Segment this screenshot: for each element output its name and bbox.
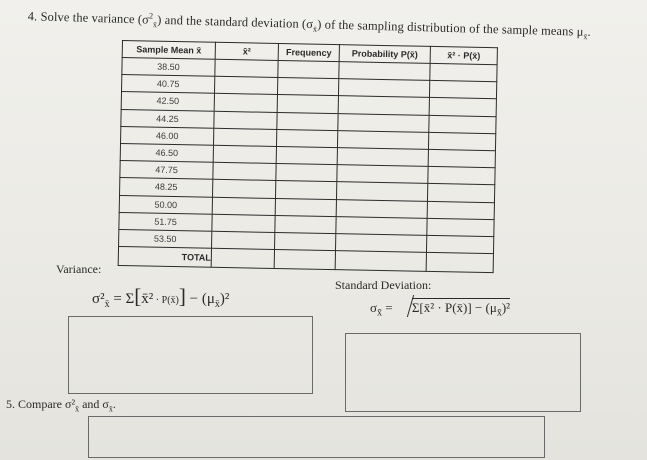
xbar-squared-cell[interactable] [213,180,276,198]
frequency-cell[interactable] [277,112,338,130]
sample-mean-cell: 50.00 [119,195,212,214]
sample-mean-cell: 47.75 [120,161,213,180]
xbar-squared-cell[interactable] [213,128,276,146]
std-dev-label: Standard Deviation: [335,278,432,292]
sample-mean-cell: 42.50 [121,92,214,111]
question-text: and [79,397,103,411]
square-root-sign [400,300,510,319]
sample-mean-cell: 44.25 [121,109,214,128]
xbar-squared-cell[interactable] [214,76,277,94]
xbar-squared-cell[interactable] [214,111,277,129]
header-probability: Probability P(x̄) [339,45,430,64]
formula-text: x̄² [141,291,154,307]
probability-cell[interactable] [336,199,427,218]
frequency-cell[interactable] [276,164,337,182]
subscript: x̄ [108,404,113,414]
sample-mean-cell: 46.00 [121,126,214,145]
sigma-symbol: σ [102,397,109,411]
total-xbar-squared-cell[interactable] [211,248,274,268]
formula-subscript: x̄ [104,299,110,310]
std-dev-formula [370,300,510,319]
formula-subscript: x̄ [214,299,220,310]
probability-cell[interactable] [338,113,429,132]
frequency-cell[interactable] [278,61,339,79]
probability-cell[interactable] [338,79,429,98]
question-5 [6,397,116,413]
distribution-table-wrapper [118,40,498,273]
product-cell[interactable] [427,218,494,236]
formula-bracket: ] [178,284,186,308]
formula-text: − [185,291,202,307]
formula-text: · P(x̄) [153,295,179,306]
formula-text: Σ[x̄² · P(x̄)] − (μ [411,300,497,315]
superscript: 2 [148,11,154,21]
question-text: ) and the standard deviation ( [157,12,307,31]
total-label-cell: TOTAL [118,247,211,268]
header-xbar-squared: x̄² [215,42,278,60]
frequency-cell[interactable] [275,215,336,233]
formula-subscript: x̄ [377,307,383,319]
header-sample-mean: Sample Mean x̄ [122,41,215,60]
sigma-symbol: σ [306,16,314,32]
sample-mean-cell: 38.50 [122,58,215,77]
question-text: Solve the variance ( [40,9,143,27]
xbar-squared-cell[interactable] [215,59,278,77]
subscript: x̄ [312,24,318,34]
probability-cell[interactable] [335,234,426,253]
formula-text: = Σ [109,291,135,307]
subscript: x̄ [75,404,80,414]
variance-label: Variance: [56,262,102,276]
product-cell[interactable] [427,201,494,219]
frequency-cell[interactable] [276,146,337,164]
sigma-symbol: σ [141,12,150,27]
sample-mean-cell: 48.25 [120,178,213,197]
product-cell[interactable] [428,167,495,185]
product-cell[interactable] [428,149,495,167]
xbar-squared-cell[interactable] [213,162,276,180]
probability-cell[interactable] [337,148,428,167]
question-number: 5. [6,397,15,411]
frequency-cell[interactable] [275,181,336,199]
total-product-cell[interactable] [426,252,493,272]
xbar-squared-cell[interactable] [212,197,275,215]
formula-text: )² [219,291,230,307]
frequency-cell[interactable] [277,78,338,96]
product-cell[interactable] [429,115,496,133]
question-4 [28,8,640,43]
frequency-cell[interactable] [276,129,337,147]
header-frequency: Frequency [278,44,339,62]
distribution-table [118,40,498,273]
sample-mean-cell: 53.50 [119,229,212,248]
subscript: x̄ [583,32,588,42]
question-text: . [587,24,592,39]
probability-cell[interactable] [337,165,428,184]
product-cell[interactable] [430,63,497,81]
formula-text: σ [370,300,378,315]
xbar-squared-cell[interactable] [212,231,275,249]
formula-subscript: x̄ [496,307,502,319]
formula-text: (μ [201,291,215,307]
sigma-symbol: σ² [65,397,76,411]
subscript: x̄ [152,20,158,30]
sample-mean-cell: 46.50 [120,143,213,162]
formula-text: = [385,300,393,315]
radicand [411,298,511,319]
probability-cell[interactable] [338,96,429,115]
frequency-cell[interactable] [275,232,336,250]
variance-answer-box[interactable] [68,316,313,394]
xbar-squared-cell[interactable] [213,145,276,163]
sample-mean-cell: 51.75 [119,212,212,231]
probability-cell[interactable] [336,216,427,235]
formula-text: σ² [92,291,105,307]
probability-cell[interactable] [339,62,430,81]
product-cell[interactable] [426,235,493,253]
formula-bracket: [ [134,284,142,308]
formula-text: )² [501,300,511,315]
question-number: 4. [27,9,38,24]
question-text: Compare [18,397,65,411]
sample-mean-cell: 40.75 [122,75,215,94]
probability-cell[interactable] [337,130,428,149]
frequency-cell[interactable] [275,198,336,216]
product-cell[interactable] [427,184,494,202]
product-cell[interactable] [429,98,496,116]
mu-symbol: μ [576,24,584,39]
probability-cell[interactable] [336,182,427,201]
std-dev-answer-box[interactable] [345,333,581,412]
question-text: ) of the sampling distribution of the sample means [317,17,577,39]
product-cell[interactable] [428,132,495,150]
header-product: x̄² · P(x̄) [430,46,497,64]
variance-formula [92,284,229,310]
product-cell[interactable] [429,81,496,99]
xbar-squared-cell[interactable] [214,94,277,112]
total-probability-cell[interactable] [335,251,426,272]
compare-answer-box[interactable] [88,416,545,458]
total-frequency-cell[interactable] [274,250,335,270]
xbar-squared-cell[interactable] [212,214,275,232]
question-text: . [112,397,116,411]
frequency-cell[interactable] [277,95,338,113]
